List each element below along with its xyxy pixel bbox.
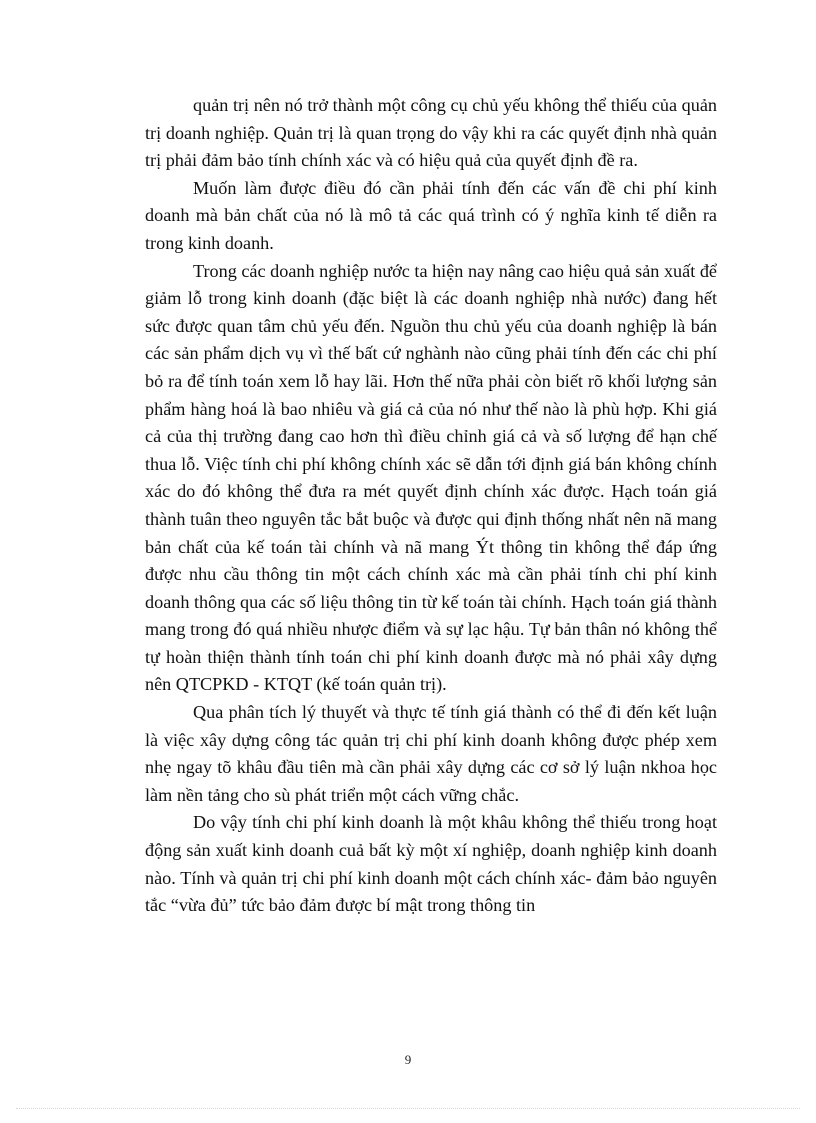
page-number: 9 bbox=[404, 1052, 412, 1067]
body-text bbox=[145, 92, 717, 920]
page-divider bbox=[16, 1108, 800, 1109]
paragraph: Do vậy tính chi phí kinh doanh là một khâu không thể thiếu trong hoạt động sản xuất kinh doanh cuả bất kỳ một xí nghiệp, doanh nghiệp kinh doanh nào. Tính và quản trị chi phí kinh doanh một cách chính xác- đảm bảo nguyên tắc “vừa đủ” tức bảo đảm được bí mật trong thông tin bbox=[145, 812, 717, 916]
paragraph-continued: quản trị nên nó trở thành một công cụ chủ yếu không thể thiếu của quản trị doanh nghiệp. Quản trị là quan trọng do vậy khi ra các quyết định nhà quản trị phải đảm bảo tính chính xác và có hiệu quả của quyết định đề ra. bbox=[145, 95, 717, 171]
paragraph: Muốn làm được điều đó cần phải tính đến các vấn đề chi phí kinh doanh mà bản chất của nó là mô tả các quá trình có ý nghĩa kinh tế diễn ra trong kinh doanh. bbox=[145, 177, 717, 253]
paragraph: Qua phân tích lý thuyết và thực tế tính giá thành có thể đi đến kết luận là việc xây dựng công tác quản trị chi phí kinh doanh không được phép xem nhẹ ngay tõ khâu đầu tiên mà cần phải xây dựng các cơ sở lý luận nkhoa học làm nền tảng cho sù phát triển một cách vững chắc. bbox=[145, 702, 717, 805]
paragraph: Trong các doanh nghiệp nước ta hiện nay nâng cao hiệu quả sản xuất để giảm lỗ trong kinh doanh (đặc biệt là các doanh nghiệp nhà nước) đang hết sức được quan tâm chủ yếu đến. Nguồn thu chủ yếu của doanh nghiệp là bán các sản phẩm dịch vụ vì thế bất cứ nghành nào cũng phải tính đến các chi phí bỏ ra để tính toán xem lỗ hay lãi. Hơn thế nữa phải còn biết rõ khối lượng sản phẩm hàng hoá là bao nhiêu và giá cả của nó như thế nào là phù hợp. Khi giá cả của thị trường đang cao hơn thì điều chỉnh giá cả và số lượng để hạn chế thua lỗ. Việc tính chi phí không chính xác sẽ dẫn tới định giá bán không chính xác do đó không thể đưa ra mét quyết định chính xác được. Hạch toán giá thành tuân theo nguyên tắc bắt buộc và được qui định thống nhất nên nã mang bản chất của kế toán tài chính và nã mang Ýt thông tin không thể đáp ứng được nhu cầu thông tin một cách chính xác mà cần phải tính chi phí kinh doanh thông qua các số liệu thông tin từ kế toán tài chính. Hạch toán giá thành mang trong đó quá nhiều nhược điểm và sự lạc hậu. Tự bản thân nó không thể tự hoàn thiện thành tính toán chi phí kinh doanh được mà nó phải xây dựng nên QTCPKD - KTQT (kế toán quản trị). bbox=[145, 260, 718, 695]
